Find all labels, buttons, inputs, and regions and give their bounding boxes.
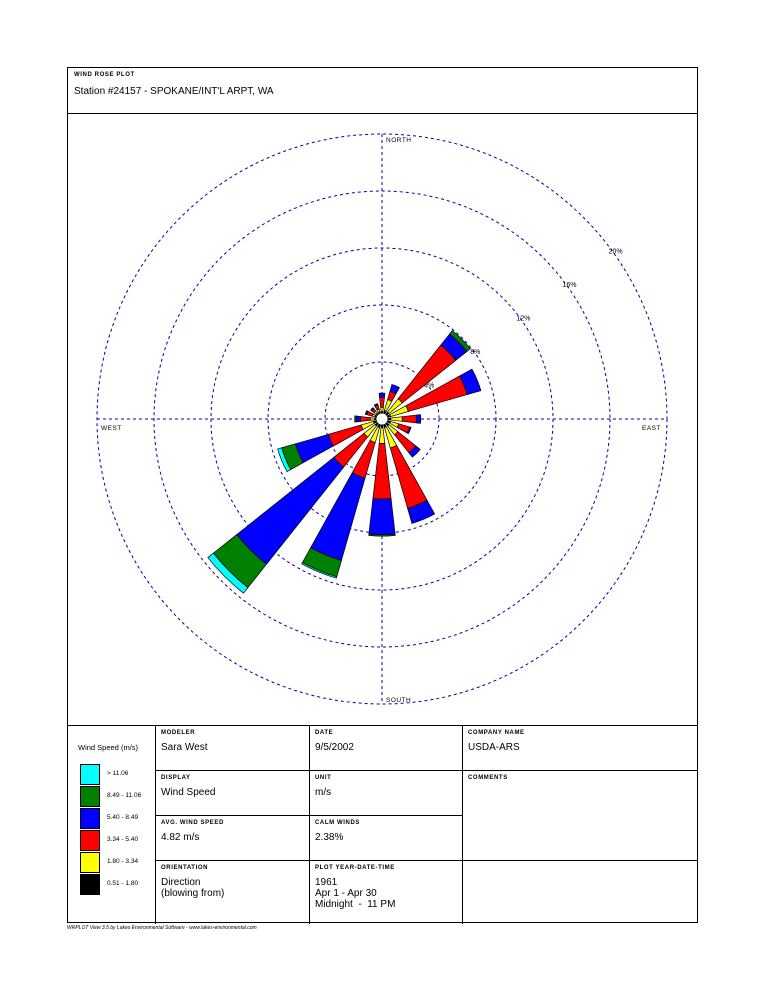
display-value: Wind Speed bbox=[161, 787, 216, 798]
legend-title: Wind Speed (m/s) bbox=[78, 743, 139, 752]
legend-label: 3.34 - 5.40 bbox=[107, 836, 139, 843]
modeler-cell bbox=[156, 726, 310, 771]
petal-segment bbox=[416, 415, 420, 424]
footer-credit: WRPLOT View 3.5 by Lakes Environmental Software - www.lakes-environmental.com bbox=[67, 925, 257, 931]
legend-swatch bbox=[80, 764, 100, 785]
header-label: WIND ROSE PLOT bbox=[74, 72, 135, 78]
company-cell bbox=[463, 726, 697, 771]
calm-cell bbox=[310, 816, 463, 861]
petal-segment bbox=[391, 417, 402, 422]
petal-segment bbox=[369, 499, 395, 535]
ring-label: 16% bbox=[562, 281, 577, 289]
legend-swatch bbox=[80, 874, 100, 895]
calm-circle bbox=[376, 413, 388, 425]
north-label: NORTH bbox=[386, 137, 412, 144]
petal-segment bbox=[381, 407, 384, 411]
ring-label: 4% bbox=[424, 382, 435, 390]
wind-rose-chart bbox=[68, 114, 697, 725]
report-header bbox=[68, 68, 697, 114]
avg-speed-label: AVG. WIND SPEED bbox=[161, 820, 224, 826]
legend-item bbox=[80, 808, 160, 828]
legend-label: 8.49 - 11.06 bbox=[107, 792, 142, 799]
legend-swatch bbox=[80, 786, 100, 807]
info-panel bbox=[68, 725, 697, 924]
legend-item bbox=[80, 874, 160, 894]
avg-speed-value: 4.82 m/s bbox=[161, 832, 200, 843]
ring-label: 8% bbox=[470, 348, 481, 356]
unit-cell bbox=[310, 771, 463, 816]
petal-segment bbox=[379, 428, 385, 444]
legend-box bbox=[68, 726, 156, 924]
report-frame bbox=[67, 67, 698, 923]
company-value: USDA-ARS bbox=[468, 742, 520, 753]
legend-item bbox=[80, 852, 160, 872]
legend-label: 0.51 - 1.80 bbox=[107, 880, 139, 887]
ring-label: 12% bbox=[516, 315, 531, 323]
orientation-label: ORIENTATION bbox=[161, 865, 209, 871]
unit-label: UNIT bbox=[315, 775, 332, 781]
calm-value: 2.38% bbox=[315, 832, 344, 843]
petal-segment bbox=[402, 415, 416, 423]
display-cell bbox=[156, 771, 310, 816]
petal-segment bbox=[370, 418, 374, 421]
south-label: SOUTH bbox=[386, 697, 412, 704]
legend-swatch bbox=[80, 808, 100, 829]
display-label: DISPLAY bbox=[161, 775, 191, 781]
legend-label: > 11.06 bbox=[107, 770, 129, 777]
petal-segment bbox=[390, 445, 427, 508]
avg-speed-cell bbox=[156, 816, 310, 861]
legend-label: 1.80 - 3.34 bbox=[107, 858, 139, 865]
comments-label: COMMENTS bbox=[468, 775, 508, 781]
company-label: COMPANY NAME bbox=[468, 730, 525, 736]
calm-label: CALM WINDS bbox=[315, 820, 360, 826]
wind-rose-plot-area bbox=[68, 114, 697, 725]
petal-segment bbox=[379, 393, 385, 397]
plot-year-value: 1961 Apr 1 - Apr 30 Midnight - 11 PM bbox=[315, 877, 396, 910]
orientation-value: Direction (blowing from) bbox=[161, 877, 225, 899]
orientation-cell bbox=[156, 861, 310, 924]
plot-year-label: PLOT YEAR-DATE-TIME bbox=[315, 865, 395, 871]
petal-segment bbox=[355, 416, 357, 422]
petal-segment bbox=[380, 397, 385, 407]
comments-cell bbox=[463, 771, 697, 861]
unit-value: m/s bbox=[315, 787, 332, 798]
petal-segment bbox=[356, 416, 360, 422]
legend-swatch bbox=[80, 830, 100, 851]
station-title: Station #24157 - SPOKANE/INT'L ARPT, WA bbox=[74, 86, 274, 97]
legend-swatch bbox=[80, 852, 100, 873]
legend-label: 5.40 - 8.49 bbox=[107, 814, 139, 821]
east-label: EAST bbox=[642, 425, 661, 432]
legend-item bbox=[80, 786, 160, 806]
legend-item bbox=[80, 830, 160, 850]
plot-year-cell bbox=[310, 861, 463, 924]
ring-label: 20% bbox=[608, 248, 623, 256]
date-value: 9/5/2002 bbox=[315, 742, 354, 753]
petal-segment bbox=[360, 417, 370, 422]
west-label: WEST bbox=[101, 425, 122, 432]
modeler-value: Sara West bbox=[161, 742, 208, 753]
petal-segment bbox=[373, 443, 391, 499]
date-cell bbox=[310, 726, 463, 771]
date-label: DATE bbox=[315, 730, 334, 736]
legend-item bbox=[80, 764, 160, 784]
modeler-label: MODELER bbox=[161, 730, 196, 736]
